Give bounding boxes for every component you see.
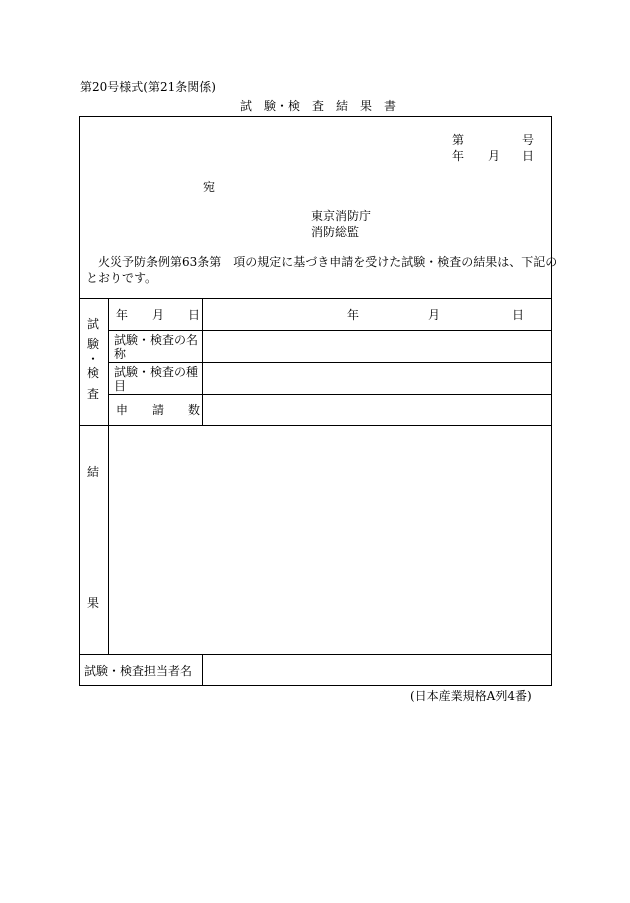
body-text-line-2: とおりです。 <box>86 271 158 285</box>
test-date-label: 年 月 日 <box>116 308 201 322</box>
test-side-label-4: 査 <box>87 387 100 401</box>
person-in-charge-label: 試験・検査担当者名 <box>84 664 193 678</box>
test-side-label-3: 検 <box>87 366 100 380</box>
test-date-month: 月 <box>428 308 441 322</box>
test-type-label-line-1: 試験・検査の種 <box>114 365 199 379</box>
form-number: 第20号様式(第21条関係) <box>80 80 216 94</box>
document-number-field[interactable] <box>468 131 518 147</box>
result-label-top: 結 <box>87 465 100 479</box>
test-side-label-2: 験 <box>87 337 100 351</box>
result-label-bottom: 果 <box>87 596 100 610</box>
test-type-field[interactable] <box>203 363 551 394</box>
header-date-year: 年 <box>452 149 465 163</box>
number-prefix: 第 <box>452 133 465 147</box>
result-field[interactable] <box>109 426 551 654</box>
test-name-field[interactable] <box>203 331 551 362</box>
paper-size-note: (日本産業規格A列4番) <box>410 689 532 703</box>
test-side-label-dot: ・ <box>87 352 100 366</box>
application-count-label: 申 請 数 <box>116 403 201 417</box>
body-text-line-1: 火災予防条例第63条第 項の規定に基づき申請を受けた試験・検査の結果は、下記の <box>98 255 558 269</box>
person-in-charge-field[interactable] <box>203 655 551 685</box>
test-side-label-1: 試 <box>87 317 100 331</box>
test-date-day: 日 <box>512 308 525 322</box>
test-date-field[interactable] <box>203 299 551 330</box>
test-name-label-line-1: 試験・検査の名 <box>114 333 199 347</box>
addressee-field[interactable] <box>100 178 200 194</box>
issuer-organization: 東京消防庁 <box>311 209 372 223</box>
document-title: 試 験・検 査 結 果 書 <box>240 99 397 113</box>
header-date-month: 月 <box>488 149 501 163</box>
test-date-year: 年 <box>347 308 360 322</box>
application-count-field[interactable] <box>203 395 551 425</box>
header-date-day: 日 <box>522 149 535 163</box>
number-suffix: 号 <box>522 133 535 147</box>
test-type-label-line-2: 目 <box>114 379 127 393</box>
addressee-suffix: 宛 <box>203 180 216 194</box>
issuer-title: 消防総監 <box>311 225 360 239</box>
test-name-label-line-2: 称 <box>114 347 127 361</box>
